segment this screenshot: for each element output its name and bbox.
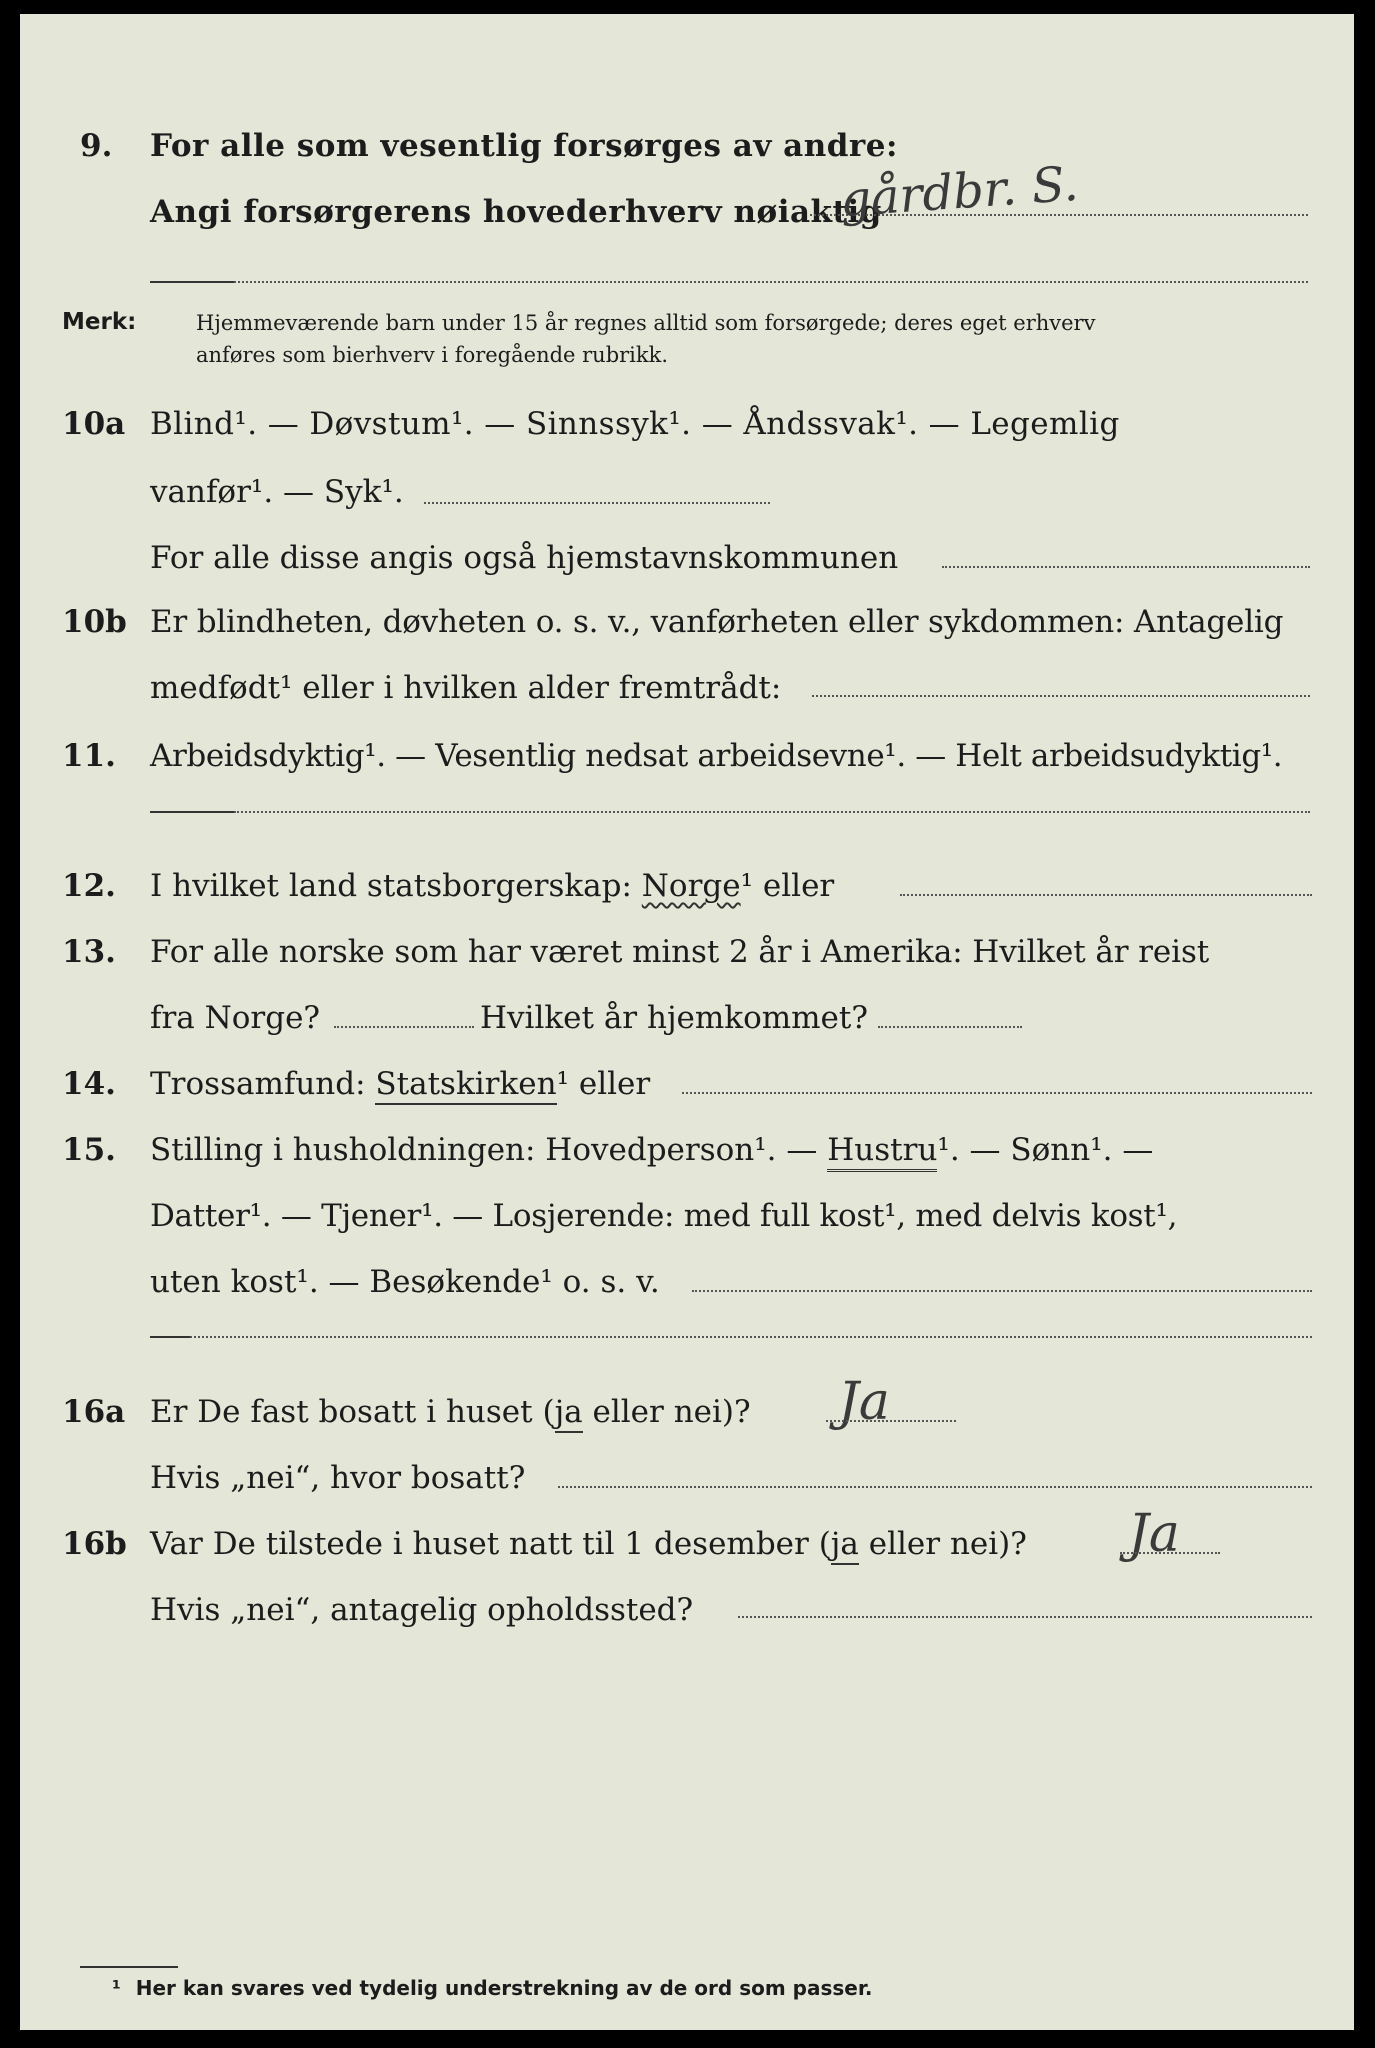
q16b-ja-underlined: ja <box>831 1526 859 1565</box>
q15-rule-left <box>150 1336 190 1338</box>
q13-number: 13. <box>62 934 116 970</box>
q15-line1a: Stilling i husholdningen: Hovedperson¹. — <box>150 1132 818 1168</box>
q16b-line2: Hvis „nei“, antagelig opholdssted? <box>150 1592 694 1628</box>
q16a-ja-underlined: ja <box>555 1394 583 1433</box>
q11-rule-left <box>150 811 234 813</box>
q9-answer: gårdbr. S. <box>838 155 1081 229</box>
q10a-line2: vanfør¹. — Syk¹. <box>150 474 404 510</box>
q16b-opholdssted-line <box>738 1616 1312 1618</box>
q12-suffix: ¹ eller <box>740 868 835 904</box>
q16b-number: 16b <box>62 1526 127 1562</box>
census-form-page <box>20 14 1354 2030</box>
q15-line2: Datter¹. — Tjener¹. — Losjerende: med full kost¹, med delvis kost¹, <box>150 1198 1178 1234</box>
q13-line2a: fra Norge? <box>150 1000 321 1036</box>
q12-norge-underlined: Norge <box>641 868 741 904</box>
q15-line1 <box>150 1130 1153 1170</box>
q16b-line1b: eller nei)? <box>858 1526 1027 1562</box>
q15-answer-line <box>692 1290 1312 1292</box>
q15-hustru-underlined: Hustru <box>827 1132 937 1172</box>
q16a-answer-line <box>826 1420 956 1422</box>
q16b-line1 <box>150 1524 1027 1564</box>
merk-line1: Hjemmeværende barn under 15 år regnes alltid som forsørgede; deres eget erhverv <box>196 311 1096 335</box>
q13-hjemkommet-line <box>878 1026 1022 1028</box>
q9-second-line <box>234 281 1308 283</box>
q10a-line1: Blind¹. — Døvstum¹. — Sinnssyk¹. — Åndssvak¹. — Legemlig <box>150 406 1120 442</box>
q16a-line2: Hvis „nei“, hvor bosatt? <box>150 1460 526 1496</box>
q16a-number: 16a <box>62 1394 126 1430</box>
footnote-rule <box>80 1966 178 1968</box>
q10b-line2: medfødt¹ eller i hvilken alder fremtrådt: <box>150 670 782 706</box>
q12-answer-line <box>900 894 1312 896</box>
q10b-number: 10b <box>62 604 127 640</box>
q16a-bosatt-line <box>558 1486 1312 1488</box>
q10a-number: 10a <box>62 406 126 442</box>
merk-label: Merk: <box>62 309 137 335</box>
merk-line2: anføres som bierhverv i foregående rubrikk. <box>196 343 669 367</box>
q9-number: 9. <box>80 128 113 164</box>
q14-number: 14. <box>62 1066 116 1102</box>
q16a-line1 <box>150 1392 751 1432</box>
q12-line <box>150 866 834 906</box>
q9-line2: Angi forsørgerens hovederhverv nøiaktig <box>150 194 882 230</box>
q12-number: 12. <box>62 868 116 904</box>
q10b-answer-line <box>812 695 1310 697</box>
q14-suffix: ¹ eller <box>556 1066 651 1102</box>
q15-number: 15. <box>62 1132 116 1168</box>
q9-line1: For alle som vesentlig forsørges av andre: <box>150 128 898 164</box>
q9-rule-left <box>150 281 234 283</box>
q10b-line1: Er blindheten, døvheten o. s. v., vanførheten eller sykdommen: Antagelig <box>150 604 1284 640</box>
footnote-mark: ¹ <box>112 1976 121 2000</box>
q10a-line3: For alle disse angis også hjemstavnskommunen <box>150 540 899 576</box>
q15-second-line <box>190 1336 1312 1338</box>
q15-line3: uten kost¹. — Besøkende¹ o. s. v. <box>150 1264 660 1300</box>
q16a-answer: Ja <box>838 1372 890 1432</box>
q16a-line1b: eller nei)? <box>582 1394 751 1430</box>
q14-line <box>150 1064 650 1104</box>
q11-number: 11. <box>62 738 116 774</box>
q13-reist-line <box>334 1026 474 1028</box>
footnote-text: Her kan svares ved tydelig understrekning av de ord som passer. <box>135 1976 873 2000</box>
q10a-syk-line <box>424 502 770 504</box>
q14-statskirken-underlined: Statskirken <box>375 1066 556 1105</box>
q16b-answer: Ja <box>1128 1504 1180 1564</box>
q12-prefix: I hvilket land statsborgerskap: <box>150 868 632 904</box>
q16a-line1a: Er De fast bosatt i huset ( <box>150 1394 555 1430</box>
q14-prefix: Trossamfund: <box>150 1066 366 1102</box>
footnote <box>112 1976 872 2000</box>
q11-line1: Arbeidsdyktig¹. — Vesentlig nedsat arbeidsevne¹. — Helt arbeidsudyktig¹. <box>150 738 1283 774</box>
q15-line1b: ¹. — Sønn¹. — <box>937 1132 1154 1168</box>
q10a-hjemstavn-line <box>942 566 1310 568</box>
q16b-line1a: Var De tilstede i huset natt til 1 desember ( <box>150 1526 831 1562</box>
q13-line1: For alle norske som har været minst 2 år i Amerika: Hvilket år reist <box>150 934 1210 970</box>
q11-answer-line <box>234 811 1310 813</box>
q16b-answer-line <box>1120 1552 1220 1554</box>
q13-line2b: Hvilket år hjemkommet? <box>480 1000 868 1036</box>
q14-answer-line <box>682 1092 1312 1094</box>
